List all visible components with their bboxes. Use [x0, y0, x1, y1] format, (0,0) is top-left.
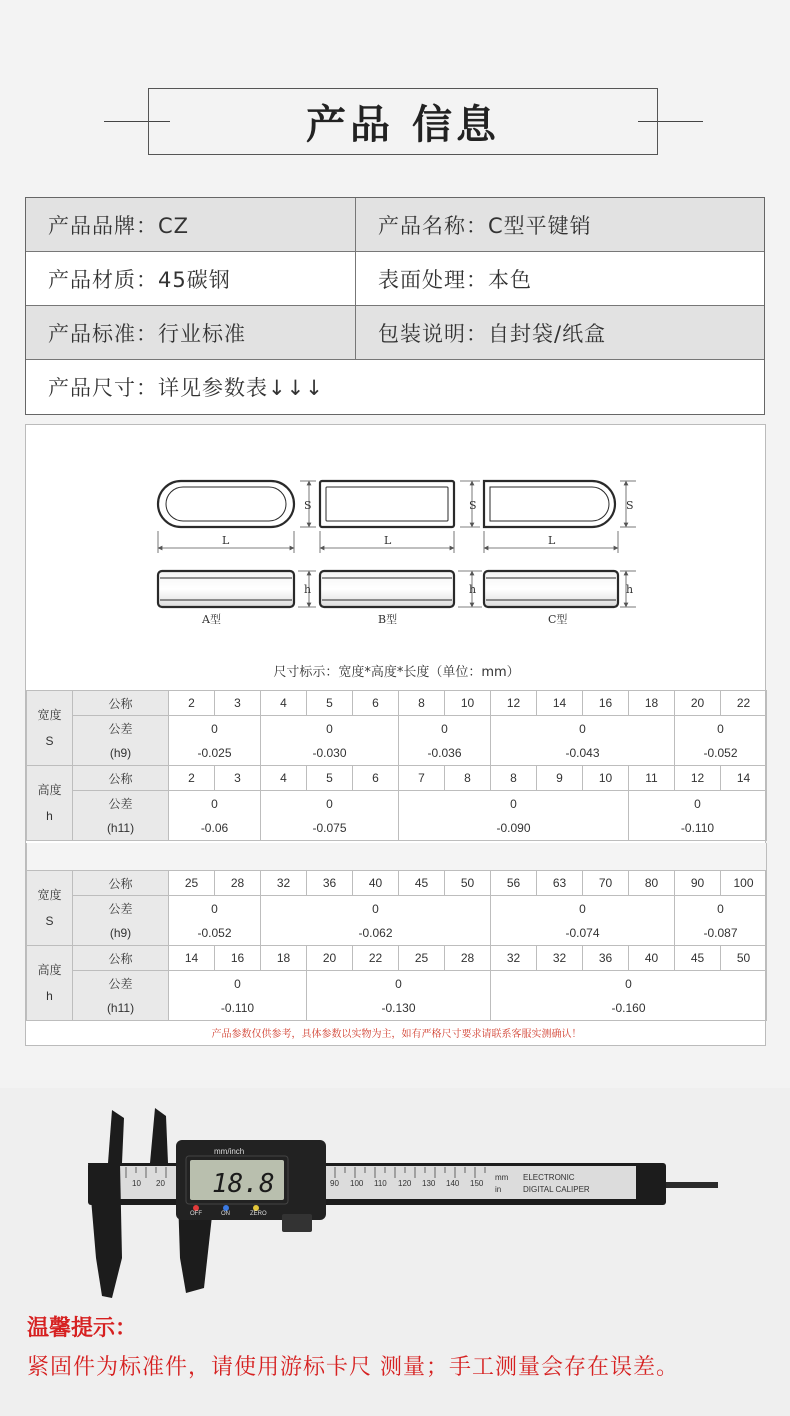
info-size: 产品尺寸：详见参数表↓↓↓ — [48, 376, 324, 400]
param-table-1 — [26, 690, 767, 841]
nominal-cell: 3 — [215, 766, 261, 791]
nominal-label: 公称 — [73, 766, 169, 791]
nominal-cell: 20 — [307, 946, 353, 971]
tip-text: 紧固件为标准件，请使用游标卡尺 测量；手工测量会存在误差。 — [27, 1355, 679, 1380]
type-b-side-view — [320, 571, 454, 607]
spec-panel — [25, 424, 766, 1046]
off-label: OFF — [190, 1211, 202, 1217]
nominal-cell: 14 — [537, 691, 583, 716]
nominal-cell: 12 — [491, 691, 537, 716]
nominal-cell: 80 — [629, 871, 675, 896]
nominal-cell: 3 — [215, 691, 261, 716]
label-l-c: L — [548, 534, 556, 547]
nominal-cell: 5 — [307, 766, 353, 791]
type-a-side-view — [158, 571, 294, 607]
nominal-cell: 9 — [537, 766, 583, 791]
product-info-table — [25, 197, 765, 415]
nominal-cell: 18 — [629, 691, 675, 716]
info-name: 产品名称：C型平键销 — [378, 213, 592, 238]
nominal-cell: 8 — [445, 766, 491, 791]
tolerance-row — [27, 716, 767, 766]
tolerance-cell: 0 -0.062 — [261, 896, 491, 946]
tolerance-label: 公差 (h9) — [73, 716, 169, 766]
info-row — [26, 360, 764, 414]
tolerance-cell: 0 -0.036 — [399, 716, 491, 766]
scale-100: 100 — [350, 1179, 364, 1188]
tolerance-cell: 0 -0.090 — [399, 791, 629, 841]
nominal-row — [27, 766, 767, 791]
nominal-cell: 22 — [353, 946, 399, 971]
scale-110: 110 — [374, 1179, 387, 1188]
nominal-cell: 10 — [583, 766, 629, 791]
tolerance-row — [27, 791, 767, 841]
nominal-label: 公称 — [73, 871, 169, 896]
height-label: 高度 h — [27, 766, 73, 841]
nominal-cell: 32 — [261, 871, 307, 896]
nominal-row — [27, 871, 767, 896]
nominal-cell: 7 — [399, 766, 445, 791]
type-c-side-view — [484, 571, 618, 607]
scale-120: 120 — [398, 1179, 412, 1188]
tolerance-row — [27, 896, 767, 946]
label-s-a: S — [304, 499, 312, 512]
zero-label: ZERO — [250, 1211, 267, 1217]
tolerance-cell: 0 -0.087 — [675, 896, 767, 946]
label-h-b: h — [469, 583, 477, 596]
title-box — [148, 88, 658, 155]
info-row — [26, 198, 764, 252]
nominal-cell: 4 — [261, 766, 307, 791]
label-h-c: h — [626, 583, 634, 596]
tolerance-cell: 0 -0.052 — [675, 716, 767, 766]
scale-140: 140 — [446, 1179, 460, 1188]
title-section — [0, 0, 790, 190]
unit-in: in — [495, 1185, 502, 1194]
tolerance-cell: 0 -0.160 — [491, 971, 767, 1021]
nominal-cell: 20 — [675, 691, 721, 716]
caliper-display: 18.8 — [212, 1169, 275, 1199]
nominal-cell: 25 — [169, 871, 215, 896]
nominal-cell: 11 — [629, 766, 675, 791]
table-spacer — [26, 843, 767, 870]
info-material: 产品材质：45碳钢 — [26, 252, 356, 305]
nominal-cell: 40 — [629, 946, 675, 971]
dimension-caption: 尺寸标示：宽度*高度*长度（单位：mm） — [273, 665, 520, 680]
nominal-row — [27, 691, 767, 716]
param-table-2 — [26, 870, 767, 1021]
nominal-cell: 45 — [675, 946, 721, 971]
scale-90: 90 — [330, 1179, 339, 1188]
tolerance-cell: 0 -0.130 — [307, 971, 491, 1021]
nominal-cell: 36 — [583, 946, 629, 971]
width-label: 宽度 S — [27, 691, 73, 766]
nominal-cell: 14 — [169, 946, 215, 971]
tolerance-cell: 0 -0.074 — [491, 896, 675, 946]
nominal-row — [27, 946, 767, 971]
nominal-cell: 40 — [353, 871, 399, 896]
nominal-cell: 25 — [399, 946, 445, 971]
nominal-cell: 50 — [445, 871, 491, 896]
tolerance-cell: 0 -0.025 — [169, 716, 261, 766]
tolerance-row — [27, 971, 767, 1021]
nominal-cell: 28 — [445, 946, 491, 971]
tolerance-label: 公差 (h9) — [73, 896, 169, 946]
label-s-c: S — [626, 499, 634, 512]
nominal-cell: 100 — [721, 871, 767, 896]
scale-130: 130 — [422, 1179, 436, 1188]
nominal-cell: 6 — [353, 691, 399, 716]
info-standard: 产品标准：行业标准 — [26, 306, 356, 359]
nominal-cell: 10 — [445, 691, 491, 716]
tolerance-label: 公差 (h11) — [73, 791, 169, 841]
on-label: ON — [221, 1211, 230, 1217]
disclaimer-note: 产品参数仅供参考，具体参数以实物为主，如有严格尺寸要求请联系客服实测确认！ — [211, 1029, 582, 1040]
nominal-cell: 32 — [491, 946, 537, 971]
nominal-cell: 56 — [491, 871, 537, 896]
type-c-top-view — [484, 481, 615, 527]
nominal-cell: 14 — [721, 766, 767, 791]
scale-150: 150 — [470, 1179, 484, 1188]
digital-caliper-image — [0, 1088, 790, 1303]
nominal-cell: 63 — [537, 871, 583, 896]
unit-mm: mm — [495, 1173, 509, 1182]
info-row — [26, 306, 764, 360]
nominal-cell: 2 — [169, 766, 215, 791]
nominal-cell: 6 — [353, 766, 399, 791]
mode-label: mm/inch — [214, 1147, 245, 1156]
nominal-cell: 4 — [261, 691, 307, 716]
nominal-cell: 36 — [307, 871, 353, 896]
nominal-cell: 70 — [583, 871, 629, 896]
label-l-a: L — [222, 534, 230, 547]
nominal-cell: 8 — [491, 766, 537, 791]
nominal-label: 公称 — [73, 946, 169, 971]
caliper-brand-2: DIGITAL CALIPER — [523, 1185, 590, 1194]
nominal-cell: 8 — [399, 691, 445, 716]
info-surface: 表面处理：本色 — [378, 267, 532, 292]
nominal-cell: 32 — [537, 946, 583, 971]
tolerance-label: 公差 (h11) — [73, 971, 169, 1021]
tip-title: 温馨提示： — [27, 1316, 138, 1341]
nominal-cell: 2 — [169, 691, 215, 716]
label-type-c: C型 — [548, 613, 568, 626]
nominal-cell: 22 — [721, 691, 767, 716]
tolerance-cell: 0 -0.110 — [169, 971, 307, 1021]
nominal-cell: 16 — [215, 946, 261, 971]
label-l-b: L — [384, 534, 392, 547]
type-b-top-view — [320, 481, 454, 527]
nominal-cell: 5 — [307, 691, 353, 716]
nominal-cell: 16 — [583, 691, 629, 716]
nominal-cell: 90 — [675, 871, 721, 896]
tolerance-cell: 0 -0.06 — [169, 791, 261, 841]
nominal-cell: 28 — [215, 871, 261, 896]
nominal-cell: 45 — [399, 871, 445, 896]
info-brand: 产品品牌：CZ — [26, 198, 356, 251]
label-type-b: B型 — [378, 613, 398, 626]
tolerance-cell: 0 -0.030 — [261, 716, 399, 766]
page-title: 产品 信息 — [306, 102, 500, 148]
nominal-cell: 18 — [261, 946, 307, 971]
caliper-brand-1: ELECTRONIC — [523, 1173, 575, 1182]
scale-10: 10 — [132, 1179, 141, 1188]
scale-20: 20 — [156, 1179, 165, 1188]
nominal-label: 公称 — [73, 691, 169, 716]
key-diagram — [26, 425, 767, 687]
tolerance-cell: 0 -0.110 — [629, 791, 767, 841]
info-row — [26, 252, 764, 306]
label-h-a: h — [304, 583, 312, 596]
tolerance-cell: 0 -0.043 — [491, 716, 675, 766]
tolerance-cell: 0 -0.052 — [169, 896, 261, 946]
nominal-cell: 12 — [675, 766, 721, 791]
info-packing: 包装说明：自封袋/纸盒 — [378, 321, 607, 346]
height-label: 高度 h — [27, 946, 73, 1021]
tolerance-cell: 0 -0.075 — [261, 791, 399, 841]
label-type-a: A型 — [202, 613, 221, 626]
width-label: 宽度 S — [27, 871, 73, 946]
label-s-b: S — [469, 499, 477, 512]
nominal-cell: 50 — [721, 946, 767, 971]
